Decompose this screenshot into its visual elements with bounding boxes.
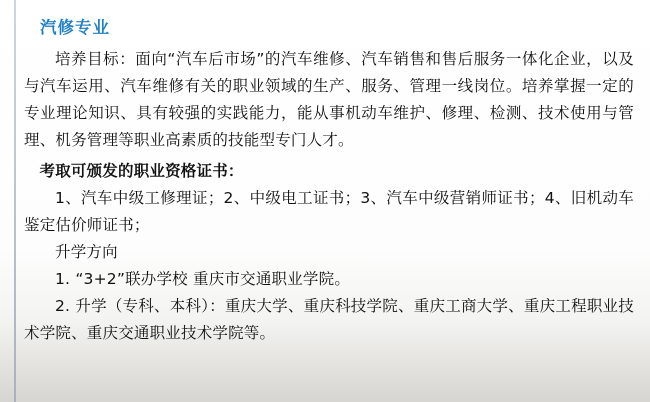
- list-certificates: 1、汽车中级工修理证；2、中级电工证书；3、汽车中级营销师证书；4、旧机动车鉴定估价师证书；: [24, 189, 634, 234]
- heading-certificates: 考取可颁发的职业资格证书：: [39, 162, 244, 180]
- paragraph-training-objective: 培养目标：面向“汽车后市场”的汽车维修、汽车销售和售后服务一体化企业，以及与汽车运用、汽车维修有关的职业领域的生产、服务、管理一线岗位。培养掌握一定的专业理论知识、具有较强的实践能力，能从事机动车维护、修理、检测、技术使用与管理、机务管理等职业高素质的技能型专门人才。: [24, 50, 634, 149]
- list-item-further-study-1: 1. “3+2”联办学校 重庆市交通职业学院。: [55, 270, 351, 288]
- left-margin-rule: [14, 0, 16, 402]
- document-content: [24, 10, 634, 347]
- list-item-further-study-2: 2. 升学（专科、本科）：重庆大学、重庆科技学院、重庆工商大学、重庆工程职业技术学院、重庆交通职业技术学院等。: [24, 297, 634, 342]
- page-title: 汽修专业: [40, 18, 110, 37]
- heading-further-study: 升学方向: [55, 243, 118, 261]
